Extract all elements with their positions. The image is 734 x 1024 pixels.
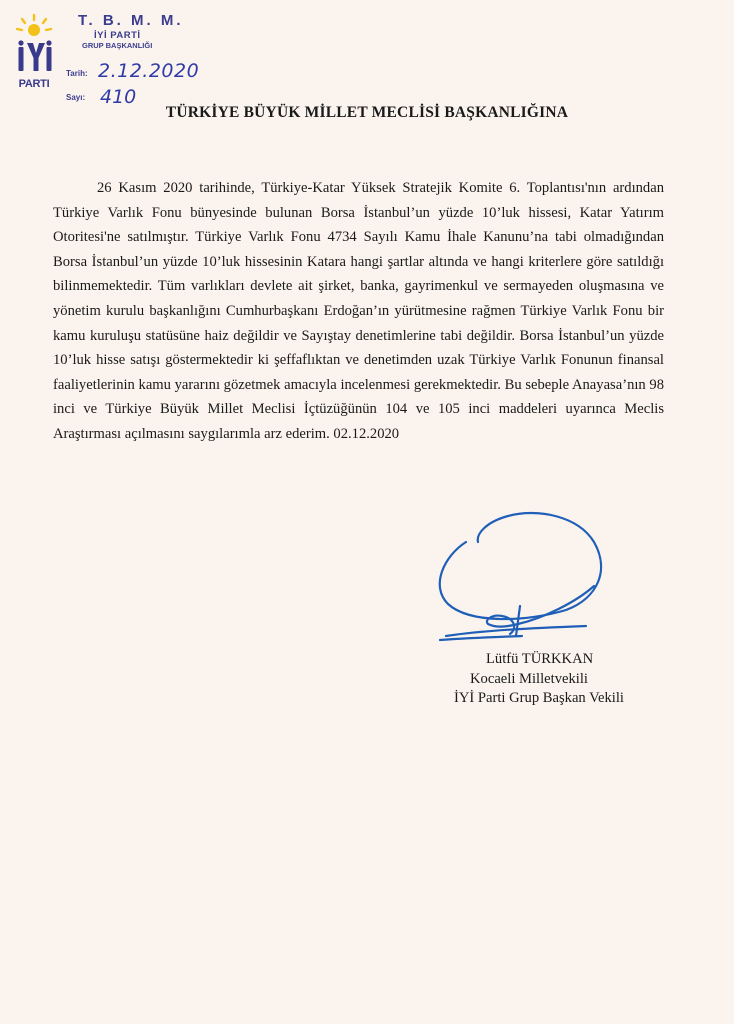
stamp-number-value: 410 [100,86,137,108]
handwritten-signature [426,506,616,646]
stamp-party: İYİ PARTİ [94,30,141,41]
stamp-number-label: Sayı: [66,93,86,102]
stamp-date-label: Tarih: [66,69,88,78]
signer-title: Kocaeli Milletvekili [470,670,588,687]
party-logo [12,12,56,92]
logo-parti-text: PARTI [18,78,50,90]
document-title: TÜRKİYE BÜYÜK MİLLET MECLİSİ BAŞKANLIĞINA [165,104,569,121]
registry-stamp [66,12,206,108]
signer-name: Lütfü TÜRKKAN [486,651,594,667]
sun-emblem-icon [12,12,56,78]
document-body [53,176,664,447]
signer-block [454,650,694,709]
signer-role: İYİ Parti Grup Başkan Vekili [454,690,624,706]
stamp-group: GRUP BAŞKANLIĞI [82,41,153,50]
stamp-institution: T. B. M. M. [78,12,184,29]
stamp-date-value: 2.12.2020 [98,60,200,82]
body-paragraph: 26 Kasım 2020 tarihinde, Türkiye-Katar Yüksek Stratejik Komite 6. Toplantısı'nın ardından Türkiye Varlık Fonu bünyesinde bulunan Borsa İstanbul’un yüzde 10’luk hissesi, Katar Yatırım Otoritesi'ne satılmıştır. Türkiye Varlık Fonu 4734 Sayılı Kamu İhale Kanunu’na tabi olmadığından Borsa İstanbul’un yüzde 10’luk hissesinin Katara hangi şartlar altında ve hangi kriterlere göre satıldığı bilinmemektedir. Tüm varlıkları devlete ait şirket, banka, gayrimenkul ve sermayeden oluşmasına ve yönetim kurulu başkanlığını Cumhurbaşkanı Erdoğan’ın yürütmesine rağmen Türkiye Varlık Fonu bir kamu kuruluşu statüsüne haiz değildir ve Sayıştay denetimlerine tabi değildir. Borsa İstanbul’un yüzde 10’luk hisse satışı göstermektedir ki şeffaflıktan ve denetimden uzak Türkiye Varlık Fonunun finansal faaliyetlerinin kamu yararını gözetmek amacıyla incelenmesi gerekmektedir. Bu sebeple Anayasa’nın 98 inci ve Türkiye Büyük Millet Meclisi İçtüzüğünün 104 ve 105 inci maddeleri uyarınca Meclis Araştırması açılmasını saygılarımla arz ederim. 02.12.2020 [53,180,664,442]
